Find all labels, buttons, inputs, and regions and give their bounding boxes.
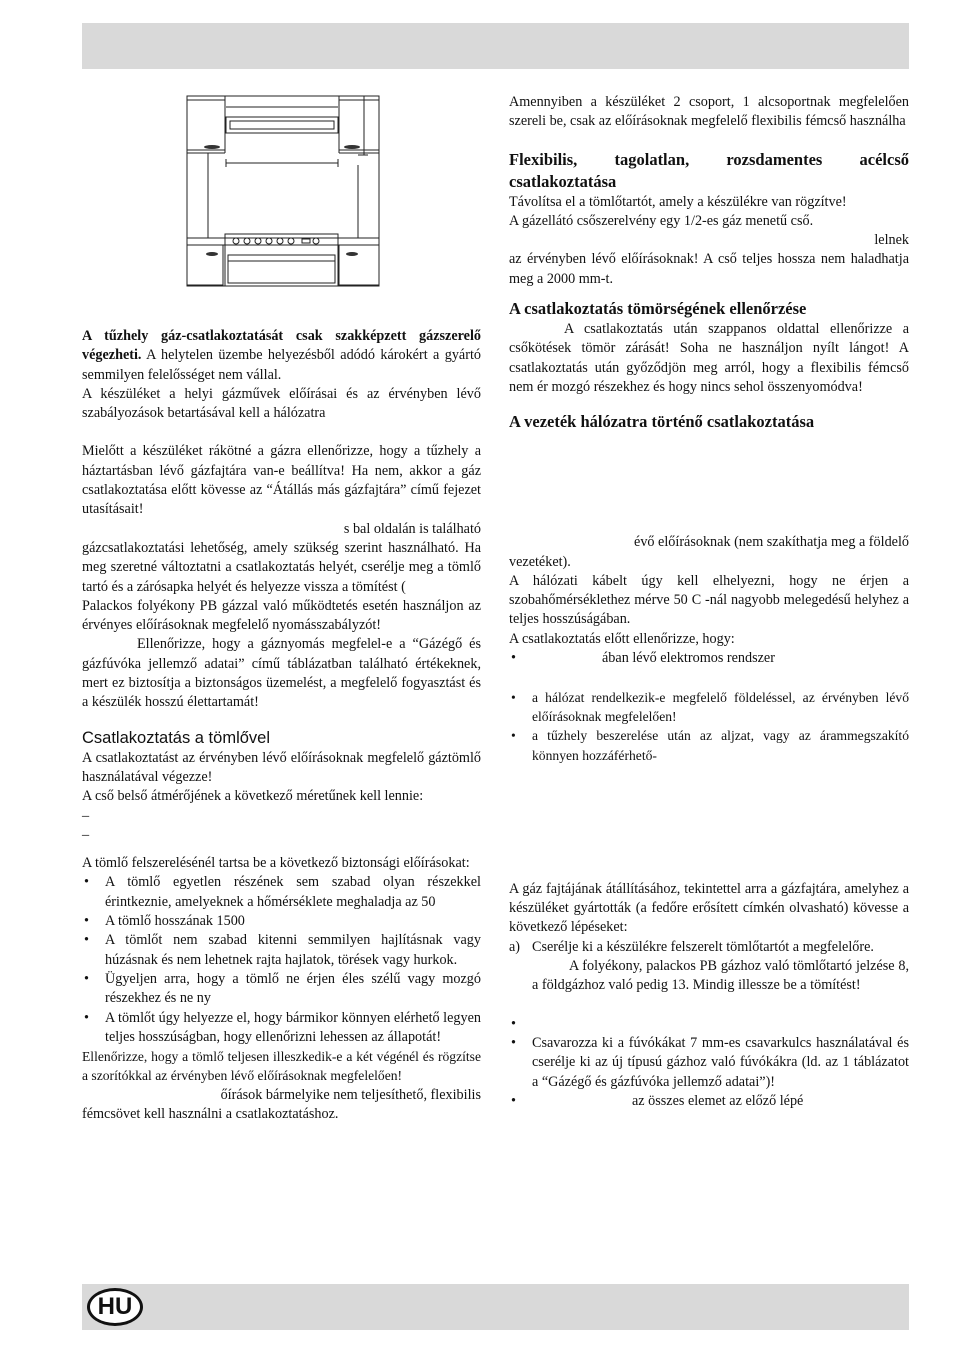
- list-item: • Ügyeljen arra, hogy a tömlő ne érjen éles szélű vagy mozgó részekhez és ne ny: [82, 970, 481, 1009]
- paragraph: Mielőtt a készüléket rákötné a gázra ellenőrizze, hogy a tűzhely a háztartásban lévő gázfajtára van-e beállítva! Ha nem, akkor a gáz csatlakoztatása előtt kövesse az “Átállás más gázfajtára” című fejezet utasításait!: [82, 443, 481, 518]
- list-item: • A tömlő egyetlen részének sem szabad olyan részekkel érintkeznie, amelyeknek a hőmérséklete meghaladja az 50: [82, 873, 481, 912]
- paragraph: vezetéket).: [509, 553, 571, 570]
- list-item: • A tömlőt úgy helyezze el, hogy bármikor könnyen elérhető legyen teljes hosszúságban, hogy ellenőrizni lehessen az állapotát!: [82, 1009, 481, 1048]
- safety-list: [82, 873, 481, 1047]
- paragraph: Ellenőrizze, hogy a gáznyomás megfelel-e a “Gázégő és gázfúvóka jellemző adatai” című táblázatban található értékeknek, mert ez biztosítja a biztonságos üzemelést, a megfelelő fogyasztást és a készülék hosszú élettartamát!: [82, 636, 481, 711]
- paragraph: évő előírásoknak (nem szakíthatja meg a földelő: [634, 534, 909, 551]
- paragraph: A cső belső átmérőjének a következő méretűnek kell lennie:: [82, 788, 424, 805]
- section-heading: Csatlakoztatás a tömlővel: [82, 728, 271, 747]
- paragraph: az érvényben lévő előírásoknak! A cső teljes hossza nem haladhatja meg a 2000 mm-t.: [509, 251, 909, 287]
- header-bar: [82, 23, 909, 69]
- section-heading: A csatlakoztatás tömörségének ellenőrzése: [509, 299, 807, 319]
- installation-diagram: [186, 95, 380, 288]
- paragraph: A gázellátó csőszerelvény egy 1/2-es gáz menetű cső.: [509, 212, 814, 229]
- check-list: [509, 649, 909, 765]
- right-column: [509, 93, 909, 1111]
- step-text: Cserélje ki a készülékre felszerelt tömlőtartót a megfelelőre.: [532, 938, 874, 955]
- step-note: A folyékony, palackos PB gázhoz való tömlőtartó jelzése 8, a földgázhoz való pedig 13. Mindig illessze be a tömítést!: [532, 958, 909, 994]
- dash-item: –: [82, 826, 90, 843]
- paragraph: [82, 327, 481, 385]
- paragraph: A gáz fajtájának átállításához, tekintettel arra a gázfajtára, amelyhez a készüléket gyártották (a fedőre erősített címkén olvasható) kövesse a következő lépéseket:: [509, 880, 909, 936]
- paragraph: Palackos folyékony PB gázzal való működtetés esetén használjon az érvényes előírásoknak megfelelő nyomásszabályzót!: [82, 597, 481, 634]
- left-column: [82, 327, 481, 1124]
- text: A helytelen üzembe helyezésből adódó károkért a gyártó semmilyen felelősséget nem vállal.: [82, 347, 481, 383]
- paragraph: A tömlő felszerelésénél tartsa be a következő biztonsági előírásokat:: [82, 855, 470, 872]
- footer-bar: [82, 1284, 909, 1330]
- paragraph: A készüléket a helyi gázművek előírásai és az érvényben lévő szabályozások betartásával kell a hálózatra: [82, 385, 481, 422]
- paragraph: A csatlakoztatás után szappanos oldattal ellenőrizze a csőkötések tömör zárását! Soha ne használjon nyílt lángot! A csatlakoztatás után győződjön meg arról, hogy a flexibilis fémcső nem ér mozgó részekhez és hogy nincs sehol összenyomódva!: [509, 321, 909, 395]
- list-item: • a hálózat rendelkezik-e megfelelő földeléssel, az érvényben lévő előírásoknak megfelelően!: [509, 688, 909, 727]
- paragraph: gázcsatlakoztatási lehetőség, amely szükség szerint használható. Ha meg szeretné változtatni a csatlakoztatás helyét, cserélje meg a tömlő tartó és a zárósapka helyét és helyezze vissza a tömítést (: [82, 539, 481, 595]
- paragraph: A hálózati kábelt úgy kell elhelyezni, hogy ne érjen a szobahőmérséklethez mérve 50 C -nál nagyobb melegedésű helyhez a teljes hosszúságában.: [509, 572, 909, 628]
- step-a: [509, 938, 909, 996]
- paragraph: őírások bármelyike nem teljesíthető, flexibilis: [220, 1086, 481, 1103]
- paragraph: s bal oldalán is található: [343, 520, 481, 537]
- list-item: • a tűzhely beszerelése után az aljzat, vagy az árammegszakító könnyen hozzáférhető-: [509, 726, 909, 765]
- step-label: a): [509, 938, 521, 955]
- paragraph: fémcsövet kell használni a csatlakoztatáshoz.: [82, 1105, 339, 1122]
- list-item: • A tömlő hosszának 1500: [82, 912, 481, 931]
- section-heading: A vezeték hálózatra történő csatlakoztatása: [509, 412, 815, 432]
- list-item: • Csavarozza ki a fúvókákat 7 mm-es csavarkulcs használatával és cserélje ki az új típusú gázhoz való fúvókákra (ld. az 1 táblázatot a “Gázégő és gázfúvóka jellemző adatai”)!: [509, 1034, 909, 1092]
- paragraph: lelnek: [874, 232, 909, 249]
- paragraph: A csatlakoztatást az érvényben lévő előírásoknak megfelelő gáztömlő használatával végezze!: [82, 749, 481, 785]
- paragraph: Amennyiben a készüléket 2 csoport, 1 alcsoportnak megfelelően szereli be, csak az előírásoknak megfelelő flexibilis fémcső használha: [509, 94, 909, 130]
- list-item: • ában lévő elektromos rendszer: [509, 649, 909, 668]
- paragraph: Ellenőrizze, hogy a tömlő teljesen illeszkedik-e a két végénél és rögzítse a szorítókkal az érvényben lévő előírásoknak megfelelően!: [82, 1049, 481, 1084]
- dash-item: –: [82, 807, 90, 824]
- step-list: [509, 1015, 909, 1111]
- paragraph: A csatlakoztatás előtt ellenőrizze, hogy:: [509, 630, 735, 647]
- bold-warning: A tűzhely gáz-csatlakoztatását csak szakképzett gázszerelő végezheti.: [82, 328, 481, 364]
- list-item: [509, 1015, 909, 1034]
- list-item: • A tömlőt nem szabad kitenni semmilyen hajlításnak vagy húzásnak és nem lehetnek rajta hajlatok, törések vagy hurkok.: [82, 931, 481, 970]
- language-badge: HU: [87, 1288, 143, 1326]
- paragraph: Távolítsa el a tömlőtartót, amely a készülékre van rögzítve!: [509, 193, 847, 210]
- section-heading: Flexibilis, tagolatlan, rozsdamentes acélcső csatlakoztatása: [509, 149, 909, 191]
- list-item: • az összes elemet az előző lépé: [509, 1092, 909, 1111]
